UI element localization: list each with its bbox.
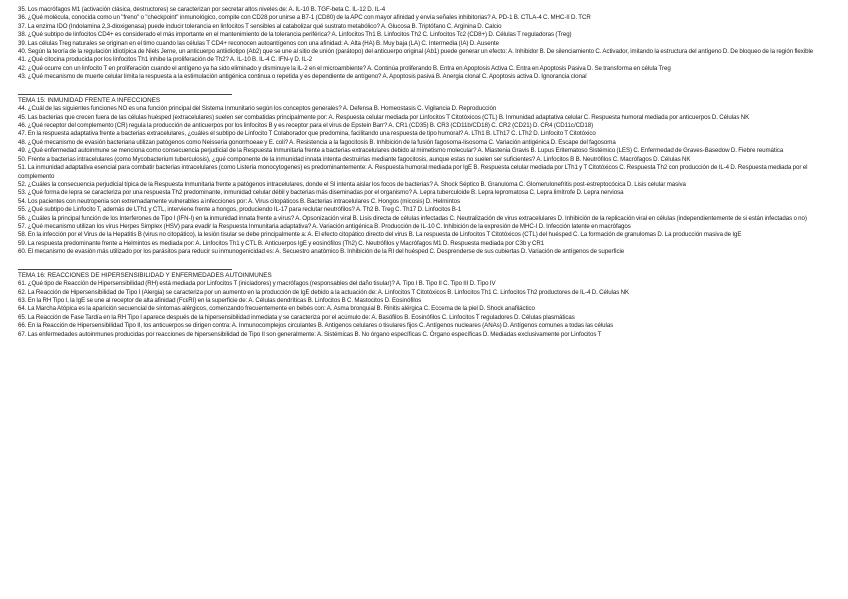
question-item: 47. En la respuesta adaptativa frente a bacterias extracelulares, ¿cuáles el subtipo de Linfocito T Colaborador que predomina, facilitando una respuesta de tipo humoral? A. LTh1 B. LTh17 C. LTh2 D. Linfocito T Citotóxico (18, 130, 596, 138)
question-item: 61. ¿Qué tipo de Reacción de Hipersensibilidad (RH) está mediada por Linfocitos T (iniciadores) y macrófagos (responsables del daño tisular)? A. Tipo I B. Tipo II C. Tipo III D. Tipo IV (18, 280, 496, 288)
question-item: 58. En la infección por el Virus de la Hepatitis B (virus no citopático), la lesión tisular se debe principalmente a: A. El efecto citopático directo del virus B. La respuesta de Linfocitos T Citotóxicos (CTL) del huésped C. La formación de granulomas D. La producción masiva de IgE (18, 231, 742, 239)
question-item: 60. El mecanismo de evasión más utilizado por los parásitos para reducir su inmunogenicidad es: A. Secuestro anatómico B. Inhibición de la RI del huésped C. Desprenderse de sus cubiertas D. Variación de antígenos de superficie (18, 248, 625, 256)
section-heading: TEMA 16: REACCIONES DE HIPERSENSIBILIDAD Y ENFERMEDADES AUTOINMUNES (18, 271, 272, 279)
question-item: 53. ¿Qué forma de lepra se caracteriza por una respuesta Th2 predominante, inmunidad celular débil y bacterias más diseminadas por el organismo? A. Lepra tuberculoide B. Lepra lepromatosa C. Lepra limítrofe D. Lepra nerviosa (18, 189, 624, 197)
section-divider (18, 269, 232, 270)
question-item: 62. La Reacción de Hipersensibilidad de Tipo I (Alergia) se caracteriza por un aumento en la producción de IgE debido a la actuación de: A. Linfocitos T Citotóxicos B. Linfocitos Th1 C. Linfocitos Th2 productores de IL-4 D. Células NK (18, 288, 630, 296)
question-item: 59. La respuesta predominante frente a Helmintos es mediada por: A. Linfocitos Th1 y CTL B. Anticuerpos IgE y eosinófilos (Th2) C. Neutrófilos y Macrófagos M1 D. Respuesta mediada por C3b y CR1 (18, 239, 545, 247)
question-item: 46. ¿Qué receptor del complemento (CR) regula la producción de anticuerpos por los linfocitos B y es receptor para el virus de Epstein Barr? A. CR1 (CD35) B. CR3 (CD11b/CD18) C. CR2 (CD21) D. CR4 (CD11c/CD18) (18, 122, 594, 130)
question-item: 64. La Marcha Atópica es la aparición secuencial de síntomas alérgicos, comenzando frecuentemente en bebés con: A. Asma bronquial B. Rinitis alérgica C. Eccema de la piel D. Shock anafiláctico (18, 305, 535, 313)
section-continuation (18, 6, 836, 82)
question-item: 35. Los macrófagos M1 (activación clásica, destructores) se caracterizan por secretar altos niveles de: A. IL-10 B. TGF-beta C. IL-12 D. IL-4 (18, 6, 386, 13)
question-item: 37. La enzima IDO (Indolamina 2,3-dioxigenasa) puede inducir tolerancia en linfocitos T sensibles al catabolizar qué sustrato metabólico? A. Glucosa B. Triptófano C. Arginina D. Calcio (18, 22, 502, 30)
section-heading: TEMA 15: INMUNIDAD FRENTE A INFECCIONES (18, 96, 161, 104)
question-item: 43. ¿Qué mecanismo de muerte celular limita la respuesta a la estimulación antigénica continua o repetida y es dependiente de antígeno? A. Apoptosis pasiva B. Anergia clonal C. Apoptosis activa D. Ignorancia clonal (18, 73, 587, 81)
question-item: 67. Las enfermedades autoinmunes producidas por reacciones de hipersensibilidad de Tipo II son generalmente: A. Sistémicas B. No órgano específicas C. Órgano específicas D. Mediadas exclusivamente por Linfocitos T (18, 330, 602, 338)
question-item: 56. ¿Cuáles la principal función de los Interferones de Tipo I (IFN-I) en la inmunidad innata frente a virus? A. Opsonización viral B. Lisis directa de células infectadas C. Neutralización de virus extracelulares D. Inhibición de la replicación viral en células (independientemente de si están infectadas o no) (18, 214, 807, 222)
question-item: 48. ¿Qué mecanismo de evasión bacteriana utilizan patógenos como Neisseria gonorrhoeae y E. coli? A. Resistencia a la fagocitosis B. Inhibición de la fusión fagosoma-lisosoma C. Variación antigénica D. Escape del fagosoma (18, 138, 616, 146)
question-item: 49. ¿Qué enfermedad autoinmune se menciona como consecuencia perjudicial de la Respuesta Inmunitaria frente a bacterias extracelulares debido al mimetismo molecular? A. Miastenia Gravis B. Lupus Eritematoso Sistémico (LES) C. Enfermedad de Graves-Basedow D. Fiebre reumática (18, 147, 784, 155)
question-item: 42. ¿Qué ocurre con un linfocito T en proliferación cuando el antígeno ya ha sido eliminado y disminuye la IL-2 en el microambiente? A. Continúa proliferando B. Entra en Apoptosis Activa C. Entra en Apoptosis Pasiva D. Se transforma en célula Treg (18, 64, 671, 72)
question-item: 45. Las bacterias que crecen fuera de las células huésped (extracelulares) suelen ser combatidas principalmente por: A. Respuesta celular mediada por Linfocitos T Citotóxicos (CTL) B. Inmunidad adaptativa celular C. Respuesta humoral mediada por anticuerpos D. Células NK (18, 113, 750, 121)
question-item: 39. Las células Treg naturales se originan en el timo cuando las células T CD4+ reconocen autoantígenos con una afinidad: A. Alta (HA) B. Muy baja (LA) C. Intermedia (IA) D. Ausente (18, 39, 499, 47)
question-item: 65. La Reacción de Fase Tardía en la RH Tipo I aparece después de la hipersensibilidad inmediata y se caracteriza por el acúmulo de: A. Basófilos B. Eosinófilos C. Linfocitos T reguladores D. Células plasmáticas (18, 313, 575, 321)
question-item: 50. Frente a bacterias intracelulares (como Mycobacterium tuberculosis), ¿qué componente de la inmunidad innata intenta destruirlas mediante fagocitosis, aunque estas no suelen ser suficientes? A. Linfocitos B B. Neutrófilos C. Macrófagos D. Células NK (18, 155, 691, 163)
question-item: 63. En la RH Tipo I, la IgE se une al receptor de alta afinidad (FcεRI) en la superficie de: A. Células dendríticas B. Linfocitos B C. Mastocitos D. Eosinófilos (18, 296, 422, 304)
question-item: 66. En la Reacción de Hipersensibilidad Tipo II, los anticuerpos se dirigen contra: A. Inmunocomplejos circulantes B. Antígenos celulares o tisulares fijos C. Antígenos nucleares (ANAs) D. Antígenos comunes a todas las células (18, 322, 614, 330)
section-divider (18, 94, 232, 95)
question-item: 44. ¿Cuál de las siguientes funciones NO es una función principal del Sistema Inmunitario según los conceptos generales? A. Defensa B. Homeostasis C. Vigilancia D. Reproducción (18, 105, 497, 113)
question-item: 54. Los pacientes con neutropenia son extremadamente vulnerables a infecciones por: A. Virus citopáticos B. Bacterias intracelulares C. Hongos (micosis) D. Helmintos (18, 197, 461, 205)
question-item: 38. ¿Qué subtipo de linfocitos CD4+ es considerado el más importante en el mantenimiento de la tolerancia periférica? A. Linfocitos Th1 B. Linfocitos Th2 C. Linfocitos Tc2 (CD8+) D. Células T reguladoras (Treg) (18, 31, 572, 39)
section-tema-16 (18, 272, 836, 339)
question-item: 36. ¿Qué molécula, conocida como un "freno" o "checkpoint" inmunológico, compite con CD28 por unirse a B7-1 (CD80) de la APC con mayor afinidad y envía señales inhibitorias? A. PD-1 B. CTLA-4 C. MHC-II D. TCR (18, 14, 591, 22)
question-item: 40. Según la teoría de la regulación idiotípica de Niels Jerne, un anticuerpo antiidiotipo (Ab2) que se une al sitio de unión (parátopo) del anticuerpo original (Ab1) puede generar un efecto: A. Inhibidor B. De silenciamiento C. Activador, imitando la estructura del antígeno D. De bloqueo de la región flexible (18, 48, 814, 56)
question-item: 41. ¿Qué citocina producida por los linfocitos Th1 inhibe la proliferación de Th2? A. IL-10 B. IL-4 C. IFN-γ D. IL-2 (18, 56, 313, 64)
question-item: 52. ¿Cuáles la consecuencia perjudicial típica de la Respuesta Inmunitaria frente a patógenos intracelulares, donde el SI intenta aislar los focos de bacterias? A. Shock Séptico B. Granuloma C. Glomerulonefritis post-estreptocócica D. Lisis celular masiva (18, 180, 686, 188)
question-item: 57. ¿Qué mecanismo utilizan los virus Herpes Simplex (HSV) para evadir la Respuesta Inmunitaria adaptativa? A. Variación antigénica B. Producción de IL-10 C. Inhibición de la expresión de MHC-I D. Infección latente en macrófagos (18, 222, 631, 230)
document-page (18, 6, 836, 339)
question-item: 51. La inmunidad adaptativa esencial para combatir bacterias intracelulares (como Listeria monocytogenes) es predominantemente: A. Respuesta humoral mediada por IgE B. Respuesta celular mediada por LTh1 y T Citotóxicos C. Respuesta Th2 con producción de IL-4 D. Respuesta mediada por el complemento (18, 164, 808, 180)
question-item: 55. ¿Qué subtipo de Linfocito T, además de LTh1 y CTL, interviene frente a hongos, produciendo IL-17 para reclutar neutrófilos? A. Th2 B. Treg C. Th17 D. Linfocitos B-1 (18, 206, 462, 214)
section-tema-15 (18, 97, 836, 257)
